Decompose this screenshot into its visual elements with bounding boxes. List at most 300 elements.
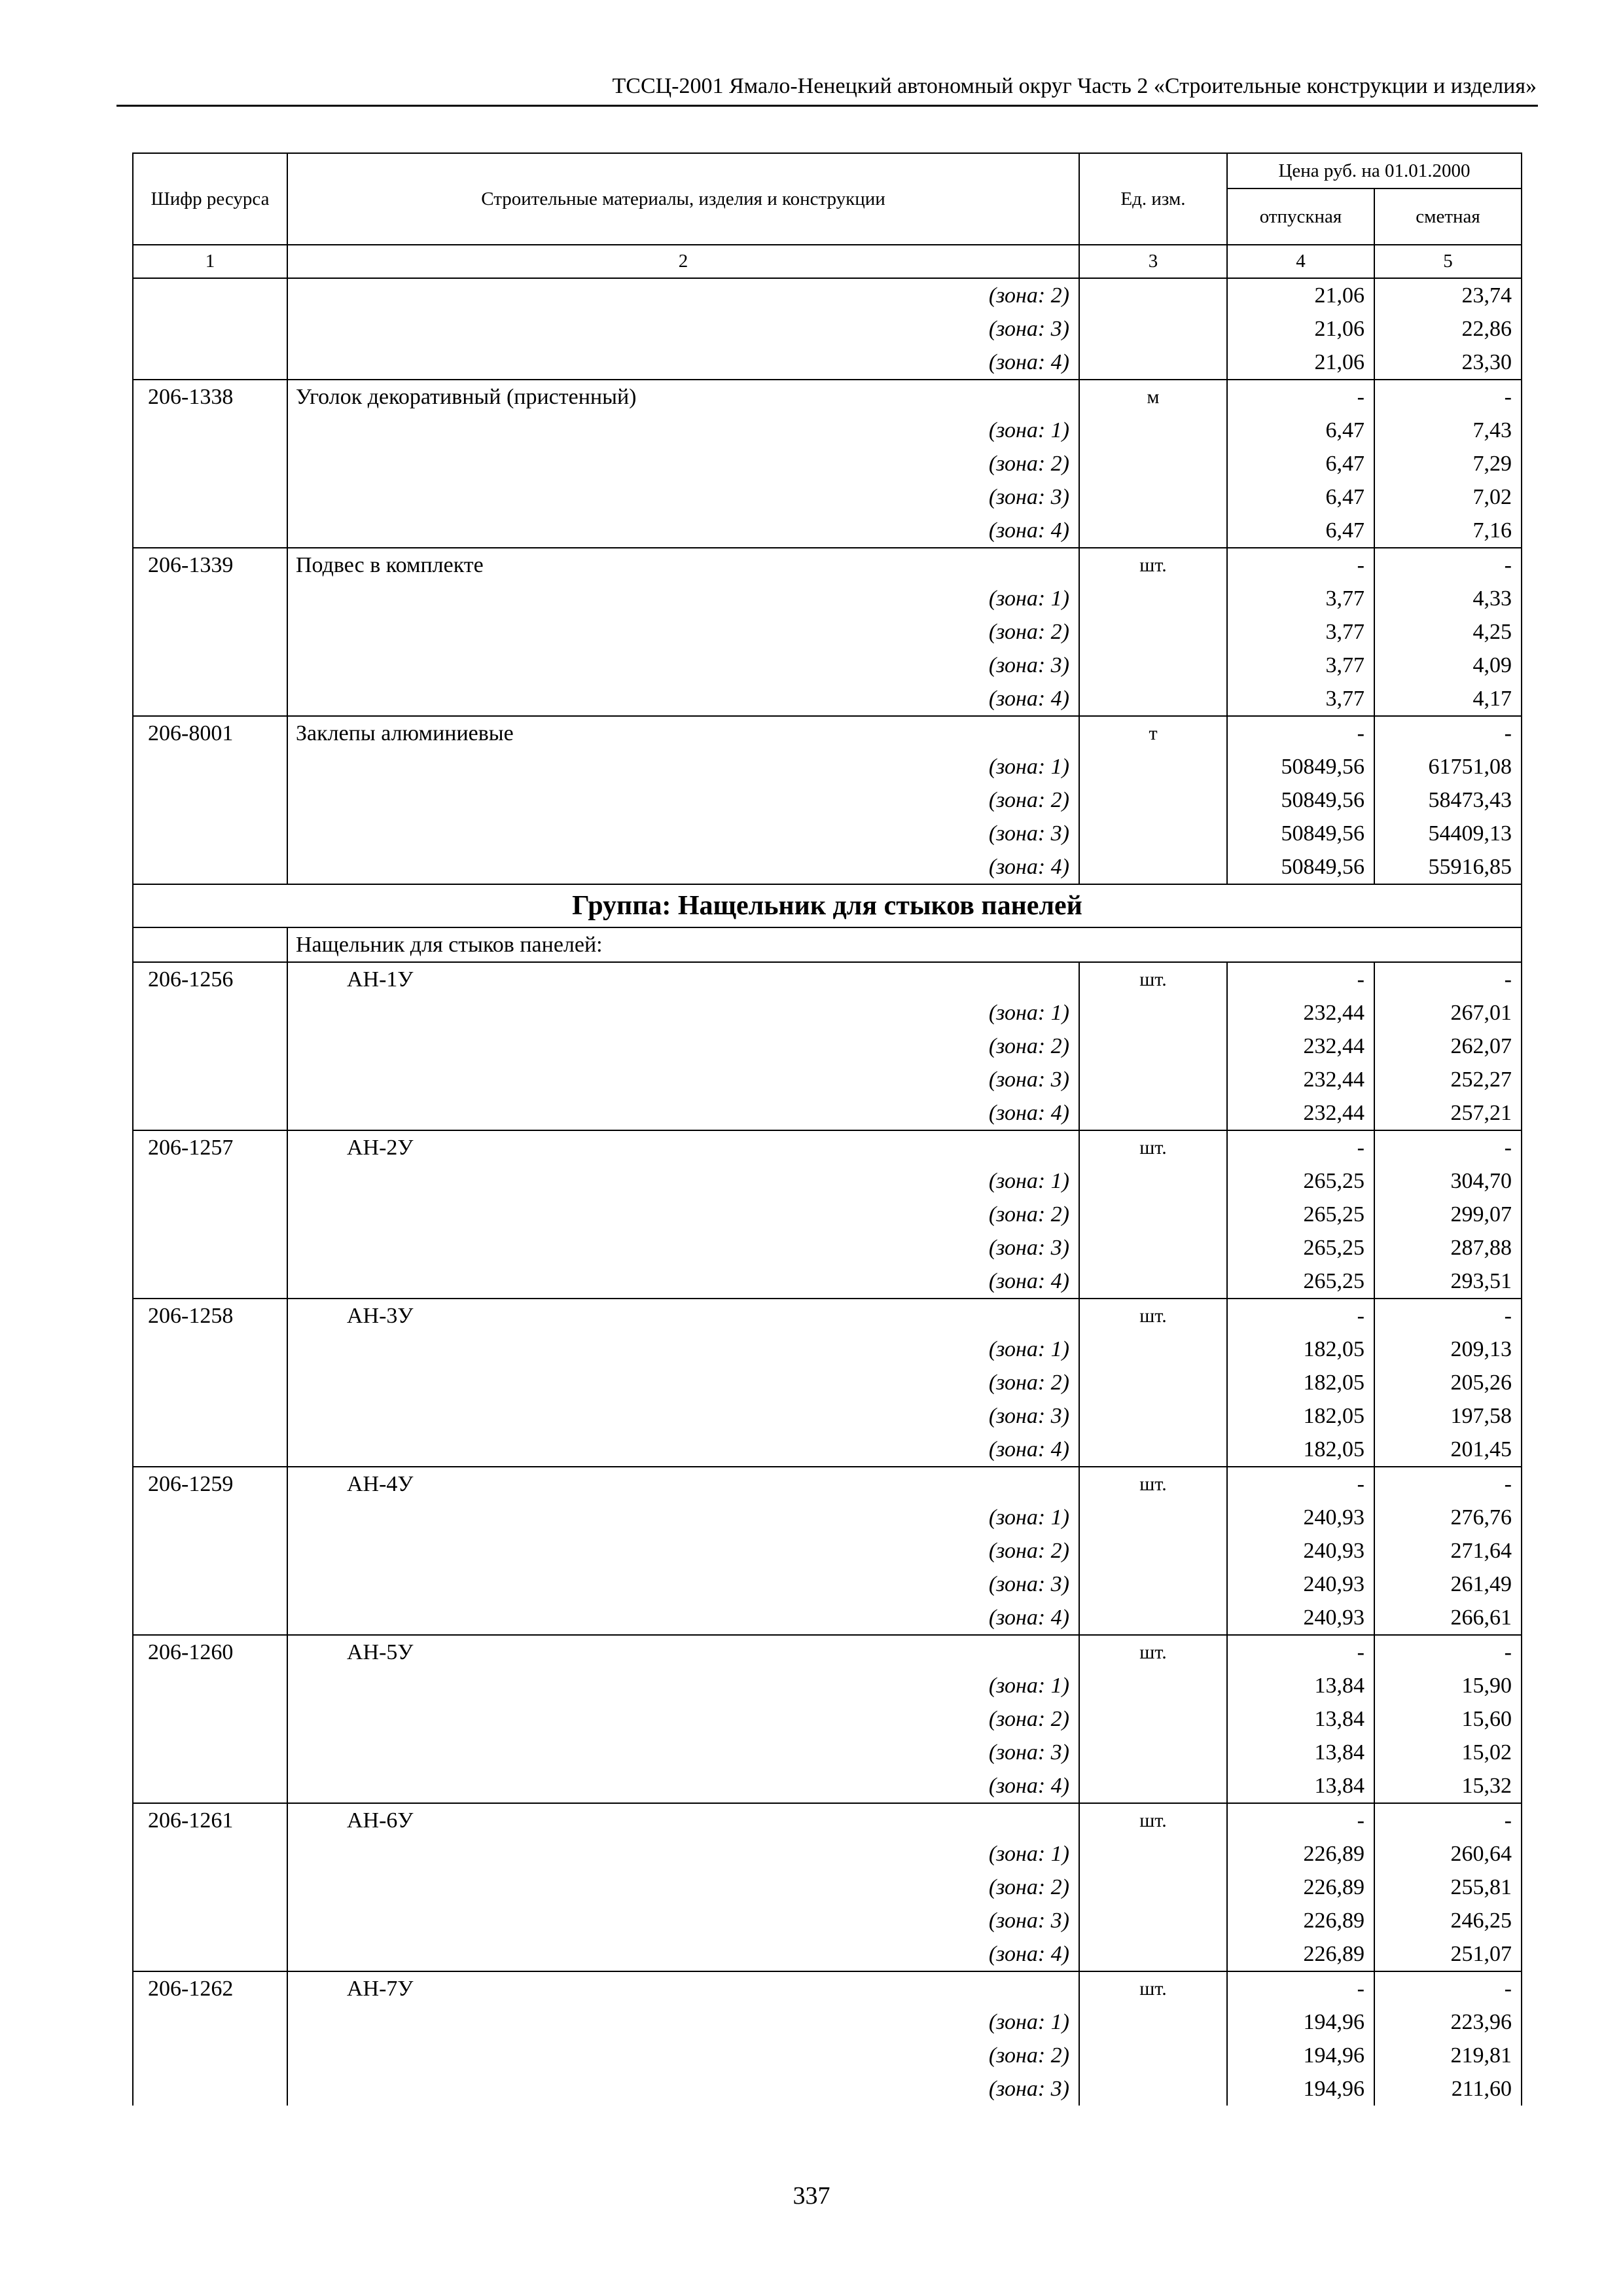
release-price: - [1227, 716, 1374, 750]
estimate-price: 304,70 [1374, 1164, 1522, 1198]
zone-row [133, 750, 1522, 783]
header-price: Цена руб. на 01.01.2000 [1227, 153, 1522, 188]
zone-label: (зона: 4) [287, 1769, 1079, 1803]
zone-row [133, 2072, 1522, 2106]
resource-unit: шт. [1079, 962, 1227, 996]
header-name: Строительные материалы, изделия и конструкции [287, 153, 1079, 245]
resource-name: Заклепы алюминиевые [287, 716, 1079, 750]
release-price: 232,44 [1227, 1063, 1374, 1096]
estimate-price: - [1374, 716, 1522, 750]
estimate-price: 23,74 [1374, 278, 1522, 312]
zone-label: (зона: 1) [287, 750, 1079, 783]
zone-row [133, 2005, 1522, 2039]
release-price: 3,77 [1227, 582, 1374, 615]
estimate-price: - [1374, 1130, 1522, 1164]
zone-label: (зона: 3) [287, 1904, 1079, 1937]
release-price: 182,05 [1227, 1399, 1374, 1433]
zone-row [133, 1198, 1522, 1231]
estimate-price: 15,02 [1374, 1736, 1522, 1769]
code-cell [133, 1366, 287, 1399]
release-price: - [1227, 1635, 1374, 1669]
release-price: 182,05 [1227, 1366, 1374, 1399]
header-rule [116, 105, 1538, 107]
column-number: 1 [133, 245, 287, 278]
code-cell [133, 582, 287, 615]
estimate-price: 15,60 [1374, 1702, 1522, 1736]
unit-cell [1079, 1601, 1227, 1635]
zone-row [133, 582, 1522, 615]
zone-label: (зона: 1) [287, 1669, 1079, 1702]
zone-label: (зона: 1) [287, 582, 1079, 615]
estimate-price: 293,51 [1374, 1265, 1522, 1299]
unit-cell [1079, 480, 1227, 514]
estimate-price: 219,81 [1374, 2039, 1522, 2072]
release-price: 13,84 [1227, 1769, 1374, 1803]
release-price: - [1227, 962, 1374, 996]
zone-label: (зона: 4) [287, 1265, 1079, 1299]
price-table-body [133, 245, 1522, 2106]
release-price: 226,89 [1227, 1871, 1374, 1904]
unit-cell [1079, 750, 1227, 783]
zone-label: (зона: 1) [287, 414, 1079, 447]
zone-label: (зона: 3) [287, 817, 1079, 850]
zone-label: (зона: 2) [287, 783, 1079, 817]
unit-cell [1079, 1501, 1227, 1534]
group-subheading: Нащельник для стыков панелей: [287, 927, 1522, 962]
resource-name: АН-6У [287, 1803, 1079, 1837]
zone-label: (зона: 4) [287, 1096, 1079, 1130]
release-price: 21,06 [1227, 312, 1374, 346]
code-cell [133, 1501, 287, 1534]
zone-row [133, 1904, 1522, 1937]
resource-code: 206-1259 [133, 1467, 287, 1501]
zone-label: (зона: 3) [287, 1063, 1079, 1096]
unit-cell [1079, 1096, 1227, 1130]
resource-row [133, 548, 1522, 582]
estimate-price: 4,17 [1374, 682, 1522, 716]
unit-cell [1079, 1904, 1227, 1937]
resource-code: 206-1262 [133, 1971, 287, 2005]
estimate-price: 287,88 [1374, 1231, 1522, 1265]
release-price: 226,89 [1227, 1837, 1374, 1871]
release-price: 194,96 [1227, 2005, 1374, 2039]
resource-name: Уголок декоративный (пристенный) [287, 380, 1079, 414]
release-price: - [1227, 1467, 1374, 1501]
estimate-price: 262,07 [1374, 1030, 1522, 1063]
resource-name: АН-2У [287, 1130, 1079, 1164]
unit-cell [1079, 1198, 1227, 1231]
zone-row [133, 1030, 1522, 1063]
estimate-price: - [1374, 1971, 1522, 2005]
estimate-price: - [1374, 1635, 1522, 1669]
zone-row [133, 1501, 1522, 1534]
code-cell [133, 1198, 287, 1231]
estimate-price: 299,07 [1374, 1198, 1522, 1231]
estimate-price: 54409,13 [1374, 817, 1522, 850]
zone-label: (зона: 3) [287, 2072, 1079, 2106]
zone-row [133, 1871, 1522, 1904]
code-cell [133, 1937, 287, 1971]
release-price: 50849,56 [1227, 783, 1374, 817]
unit-cell [1079, 1366, 1227, 1399]
zone-label: (зона: 4) [287, 682, 1079, 716]
resource-row [133, 1299, 1522, 1333]
zone-row [133, 1601, 1522, 1635]
zone-row [133, 1096, 1522, 1130]
zone-label: (зона: 4) [287, 514, 1079, 548]
zone-label: (зона: 2) [287, 1534, 1079, 1568]
release-price: 232,44 [1227, 1096, 1374, 1130]
zone-row [133, 682, 1522, 716]
resource-name: АН-7У [287, 1971, 1079, 2005]
release-price: 240,93 [1227, 1501, 1374, 1534]
estimate-price: 266,61 [1374, 1601, 1522, 1635]
code-cell [133, 312, 287, 346]
code-cell [133, 2039, 287, 2072]
zone-label: (зона: 2) [287, 1366, 1079, 1399]
estimate-price: 7,29 [1374, 447, 1522, 480]
estimate-price: 7,16 [1374, 514, 1522, 548]
release-price: - [1227, 380, 1374, 414]
unit-cell [1079, 850, 1227, 884]
code-cell [133, 1096, 287, 1130]
unit-cell [1079, 278, 1227, 312]
estimate-price: 7,02 [1374, 480, 1522, 514]
estimate-price: 4,09 [1374, 649, 1522, 682]
unit-cell [1079, 1333, 1227, 1366]
estimate-price: 55916,85 [1374, 850, 1522, 884]
zone-row [133, 1568, 1522, 1601]
release-price: 50849,56 [1227, 850, 1374, 884]
resource-row [133, 962, 1522, 996]
release-price: 6,47 [1227, 514, 1374, 548]
zone-row [133, 1399, 1522, 1433]
zone-label: (зона: 1) [287, 996, 1079, 1030]
zone-row [133, 649, 1522, 682]
unit-cell [1079, 1231, 1227, 1265]
resource-code: 206-1257 [133, 1130, 287, 1164]
zone-label: (зона: 1) [287, 1164, 1079, 1198]
release-price: 265,25 [1227, 1265, 1374, 1299]
column-numbers-row [133, 245, 1522, 278]
estimate-price: 61751,08 [1374, 750, 1522, 783]
code-cell [133, 2072, 287, 2106]
estimate-price: 15,90 [1374, 1669, 1522, 1702]
code-cell [133, 480, 287, 514]
resource-unit: шт. [1079, 1467, 1227, 1501]
release-price: 6,47 [1227, 480, 1374, 514]
resource-name: АН-1У [287, 962, 1079, 996]
code-cell [133, 1904, 287, 1937]
estimate-price: 251,07 [1374, 1937, 1522, 1971]
zone-row [133, 312, 1522, 346]
estimate-price: - [1374, 1467, 1522, 1501]
zone-label: (зона: 2) [287, 1702, 1079, 1736]
resource-unit: шт. [1079, 1299, 1227, 1333]
estimate-price: - [1374, 1299, 1522, 1333]
zone-row [133, 1702, 1522, 1736]
resource-code: 206-1258 [133, 1299, 287, 1333]
unit-cell [1079, 1937, 1227, 1971]
resource-code: 206-1256 [133, 962, 287, 996]
estimate-price: 23,30 [1374, 346, 1522, 380]
unit-cell [1079, 1736, 1227, 1769]
release-price: 3,77 [1227, 682, 1374, 716]
zone-label: (зона: 4) [287, 1937, 1079, 1971]
zone-label: (зона: 3) [287, 1568, 1079, 1601]
zone-label: (зона: 2) [287, 447, 1079, 480]
release-price: 240,93 [1227, 1601, 1374, 1635]
zone-label: (зона: 3) [287, 1399, 1079, 1433]
unit-cell [1079, 649, 1227, 682]
resource-unit: м [1079, 380, 1227, 414]
estimate-price: 276,76 [1374, 1501, 1522, 1534]
estimate-price: 209,13 [1374, 1333, 1522, 1366]
zone-row [133, 414, 1522, 447]
estimate-price: 4,33 [1374, 582, 1522, 615]
group-title: Группа: Нащельник для стыков панелей [133, 884, 1522, 927]
release-price: 13,84 [1227, 1702, 1374, 1736]
estimate-price: 211,60 [1374, 2072, 1522, 2106]
unit-cell [1079, 1837, 1227, 1871]
estimate-price: 7,43 [1374, 414, 1522, 447]
zone-row [133, 514, 1522, 548]
release-price: 265,25 [1227, 1164, 1374, 1198]
release-price: 194,96 [1227, 2039, 1374, 2072]
zone-row [133, 1736, 1522, 1769]
estimate-price: 257,21 [1374, 1096, 1522, 1130]
unit-cell [1079, 1265, 1227, 1299]
column-number: 5 [1374, 245, 1522, 278]
page-number: 337 [793, 2182, 830, 2210]
zone-row [133, 346, 1522, 380]
column-number: 2 [287, 245, 1079, 278]
estimate-price: 267,01 [1374, 996, 1522, 1030]
release-price: 232,44 [1227, 996, 1374, 1030]
zone-label: (зона: 4) [287, 850, 1079, 884]
running-header: ТССЦ-2001 Ямало-Ненецкий автономный округ Часть 2 «Строительные конструкции и изделия» [612, 74, 1537, 98]
unit-cell [1079, 1871, 1227, 1904]
zone-label: (зона: 2) [287, 1198, 1079, 1231]
zone-row [133, 1837, 1522, 1871]
zone-row [133, 1937, 1522, 1971]
release-price: - [1227, 1130, 1374, 1164]
resource-name: АН-5У [287, 1635, 1079, 1669]
code-cell [133, 2005, 287, 2039]
code-cell [133, 1399, 287, 1433]
resource-row [133, 1635, 1522, 1669]
unit-cell [1079, 2005, 1227, 2039]
release-price: 21,06 [1227, 278, 1374, 312]
estimate-price: 252,27 [1374, 1063, 1522, 1096]
code-cell [133, 1837, 287, 1871]
zone-row [133, 1063, 1522, 1096]
code-cell [133, 414, 287, 447]
code-cell [133, 514, 287, 548]
release-price: 194,96 [1227, 2072, 1374, 2106]
unit-cell [1079, 1030, 1227, 1063]
release-price: 265,25 [1227, 1198, 1374, 1231]
code-cell [133, 1769, 287, 1803]
code-cell [133, 346, 287, 380]
code-cell [133, 1702, 287, 1736]
zone-label: (зона: 2) [287, 1871, 1079, 1904]
unit-cell [1079, 447, 1227, 480]
resource-row [133, 1130, 1522, 1164]
release-price: 226,89 [1227, 1937, 1374, 1971]
zone-label: (зона: 4) [287, 1601, 1079, 1635]
unit-cell [1079, 1164, 1227, 1198]
resource-unit: шт. [1079, 1971, 1227, 2005]
code-cell [133, 1534, 287, 1568]
release-price: 21,06 [1227, 346, 1374, 380]
code-cell [133, 649, 287, 682]
code-cell [133, 1164, 287, 1198]
zone-row [133, 1333, 1522, 1366]
estimate-price: 15,32 [1374, 1769, 1522, 1803]
estimate-price: 197,58 [1374, 1399, 1522, 1433]
release-price: 3,77 [1227, 649, 1374, 682]
release-price: 240,93 [1227, 1534, 1374, 1568]
code-cell [133, 1030, 287, 1063]
resource-code: 206-8001 [133, 716, 287, 750]
release-price: 226,89 [1227, 1904, 1374, 1937]
zone-label: (зона: 3) [287, 1736, 1079, 1769]
unit-cell [1079, 414, 1227, 447]
header-release-price: отпускная [1227, 188, 1374, 245]
release-price: 232,44 [1227, 1030, 1374, 1063]
zone-row [133, 1231, 1522, 1265]
zone-row [133, 480, 1522, 514]
code-cell [133, 1736, 287, 1769]
column-number: 4 [1227, 245, 1374, 278]
unit-cell [1079, 2039, 1227, 2072]
code-cell [133, 615, 287, 649]
zone-row [133, 447, 1522, 480]
zone-row [133, 1433, 1522, 1467]
zone-label: (зона: 1) [287, 1501, 1079, 1534]
estimate-price: 22,86 [1374, 312, 1522, 346]
unit-cell [1079, 817, 1227, 850]
release-price: - [1227, 1299, 1374, 1333]
unit-cell [1079, 1769, 1227, 1803]
release-price: 265,25 [1227, 1231, 1374, 1265]
resource-unit: шт. [1079, 1803, 1227, 1837]
release-price: - [1227, 1803, 1374, 1837]
zone-row [133, 996, 1522, 1030]
zone-row [133, 850, 1522, 884]
zone-label: (зона: 2) [287, 615, 1079, 649]
release-price: 182,05 [1227, 1433, 1374, 1467]
zone-row [133, 1769, 1522, 1803]
release-price: - [1227, 548, 1374, 582]
unit-cell [1079, 783, 1227, 817]
code-cell [133, 682, 287, 716]
resource-code: 206-1260 [133, 1635, 287, 1669]
code-cell [133, 1265, 287, 1299]
resource-row [133, 1467, 1522, 1501]
resource-name: Подвес в комплекте [287, 548, 1079, 582]
resource-code: 206-1338 [133, 380, 287, 414]
code-cell [133, 817, 287, 850]
code-cell [133, 1568, 287, 1601]
zone-row [133, 783, 1522, 817]
code-cell [133, 750, 287, 783]
unit-cell [1079, 615, 1227, 649]
unit-cell [1079, 1669, 1227, 1702]
unit-cell [1079, 346, 1227, 380]
zone-label: (зона: 3) [287, 312, 1079, 346]
zone-label: (зона: 1) [287, 2005, 1079, 2039]
estimate-price: 4,25 [1374, 615, 1522, 649]
code-cell [133, 1669, 287, 1702]
zone-label: (зона: 2) [287, 278, 1079, 312]
header-unit: Ед. изм. [1079, 153, 1227, 245]
code-cell [133, 278, 287, 312]
release-price: - [1227, 1971, 1374, 2005]
release-price: 50849,56 [1227, 817, 1374, 850]
release-price: 182,05 [1227, 1333, 1374, 1366]
group-subheading-row [133, 927, 1522, 962]
unit-cell [1079, 996, 1227, 1030]
code-cell [133, 1333, 287, 1366]
unit-cell [1079, 582, 1227, 615]
price-table [132, 152, 1522, 2106]
zone-row [133, 1366, 1522, 1399]
unit-cell [1079, 1063, 1227, 1096]
estimate-price: 205,26 [1374, 1366, 1522, 1399]
zone-label: (зона: 1) [287, 1837, 1079, 1871]
unit-cell [1079, 312, 1227, 346]
zone-row [133, 615, 1522, 649]
code-cell [133, 996, 287, 1030]
estimate-price: 261,49 [1374, 1568, 1522, 1601]
code-cell [133, 783, 287, 817]
code-cell [133, 1231, 287, 1265]
release-price: 13,84 [1227, 1669, 1374, 1702]
code-cell [133, 1433, 287, 1467]
zone-row [133, 278, 1522, 312]
unit-cell [1079, 1433, 1227, 1467]
estimate-price: 271,64 [1374, 1534, 1522, 1568]
estimate-price: 246,25 [1374, 1904, 1522, 1937]
estimate-price: 260,64 [1374, 1837, 1522, 1871]
zone-row [133, 2039, 1522, 2072]
column-number: 3 [1079, 245, 1227, 278]
group-title-row [133, 884, 1522, 927]
code-cell [133, 1871, 287, 1904]
unit-cell [1079, 1534, 1227, 1568]
resource-unit: шт. [1079, 1635, 1227, 1669]
estimate-price: 223,96 [1374, 2005, 1522, 2039]
estimate-price: - [1374, 548, 1522, 582]
zone-row [133, 1669, 1522, 1702]
unit-cell [1079, 1399, 1227, 1433]
estimate-price: 201,45 [1374, 1433, 1522, 1467]
unit-cell [1079, 1702, 1227, 1736]
estimate-price: - [1374, 1803, 1522, 1837]
zone-label: (зона: 1) [287, 1333, 1079, 1366]
zone-row [133, 1164, 1522, 1198]
code-cell [133, 1601, 287, 1635]
estimate-price: - [1374, 380, 1522, 414]
unit-cell [1079, 1568, 1227, 1601]
resource-unit: шт. [1079, 1130, 1227, 1164]
header-estimate-price: сметная [1374, 188, 1522, 245]
resource-code: 206-1339 [133, 548, 287, 582]
zone-label: (зона: 4) [287, 346, 1079, 380]
release-price: 50849,56 [1227, 750, 1374, 783]
